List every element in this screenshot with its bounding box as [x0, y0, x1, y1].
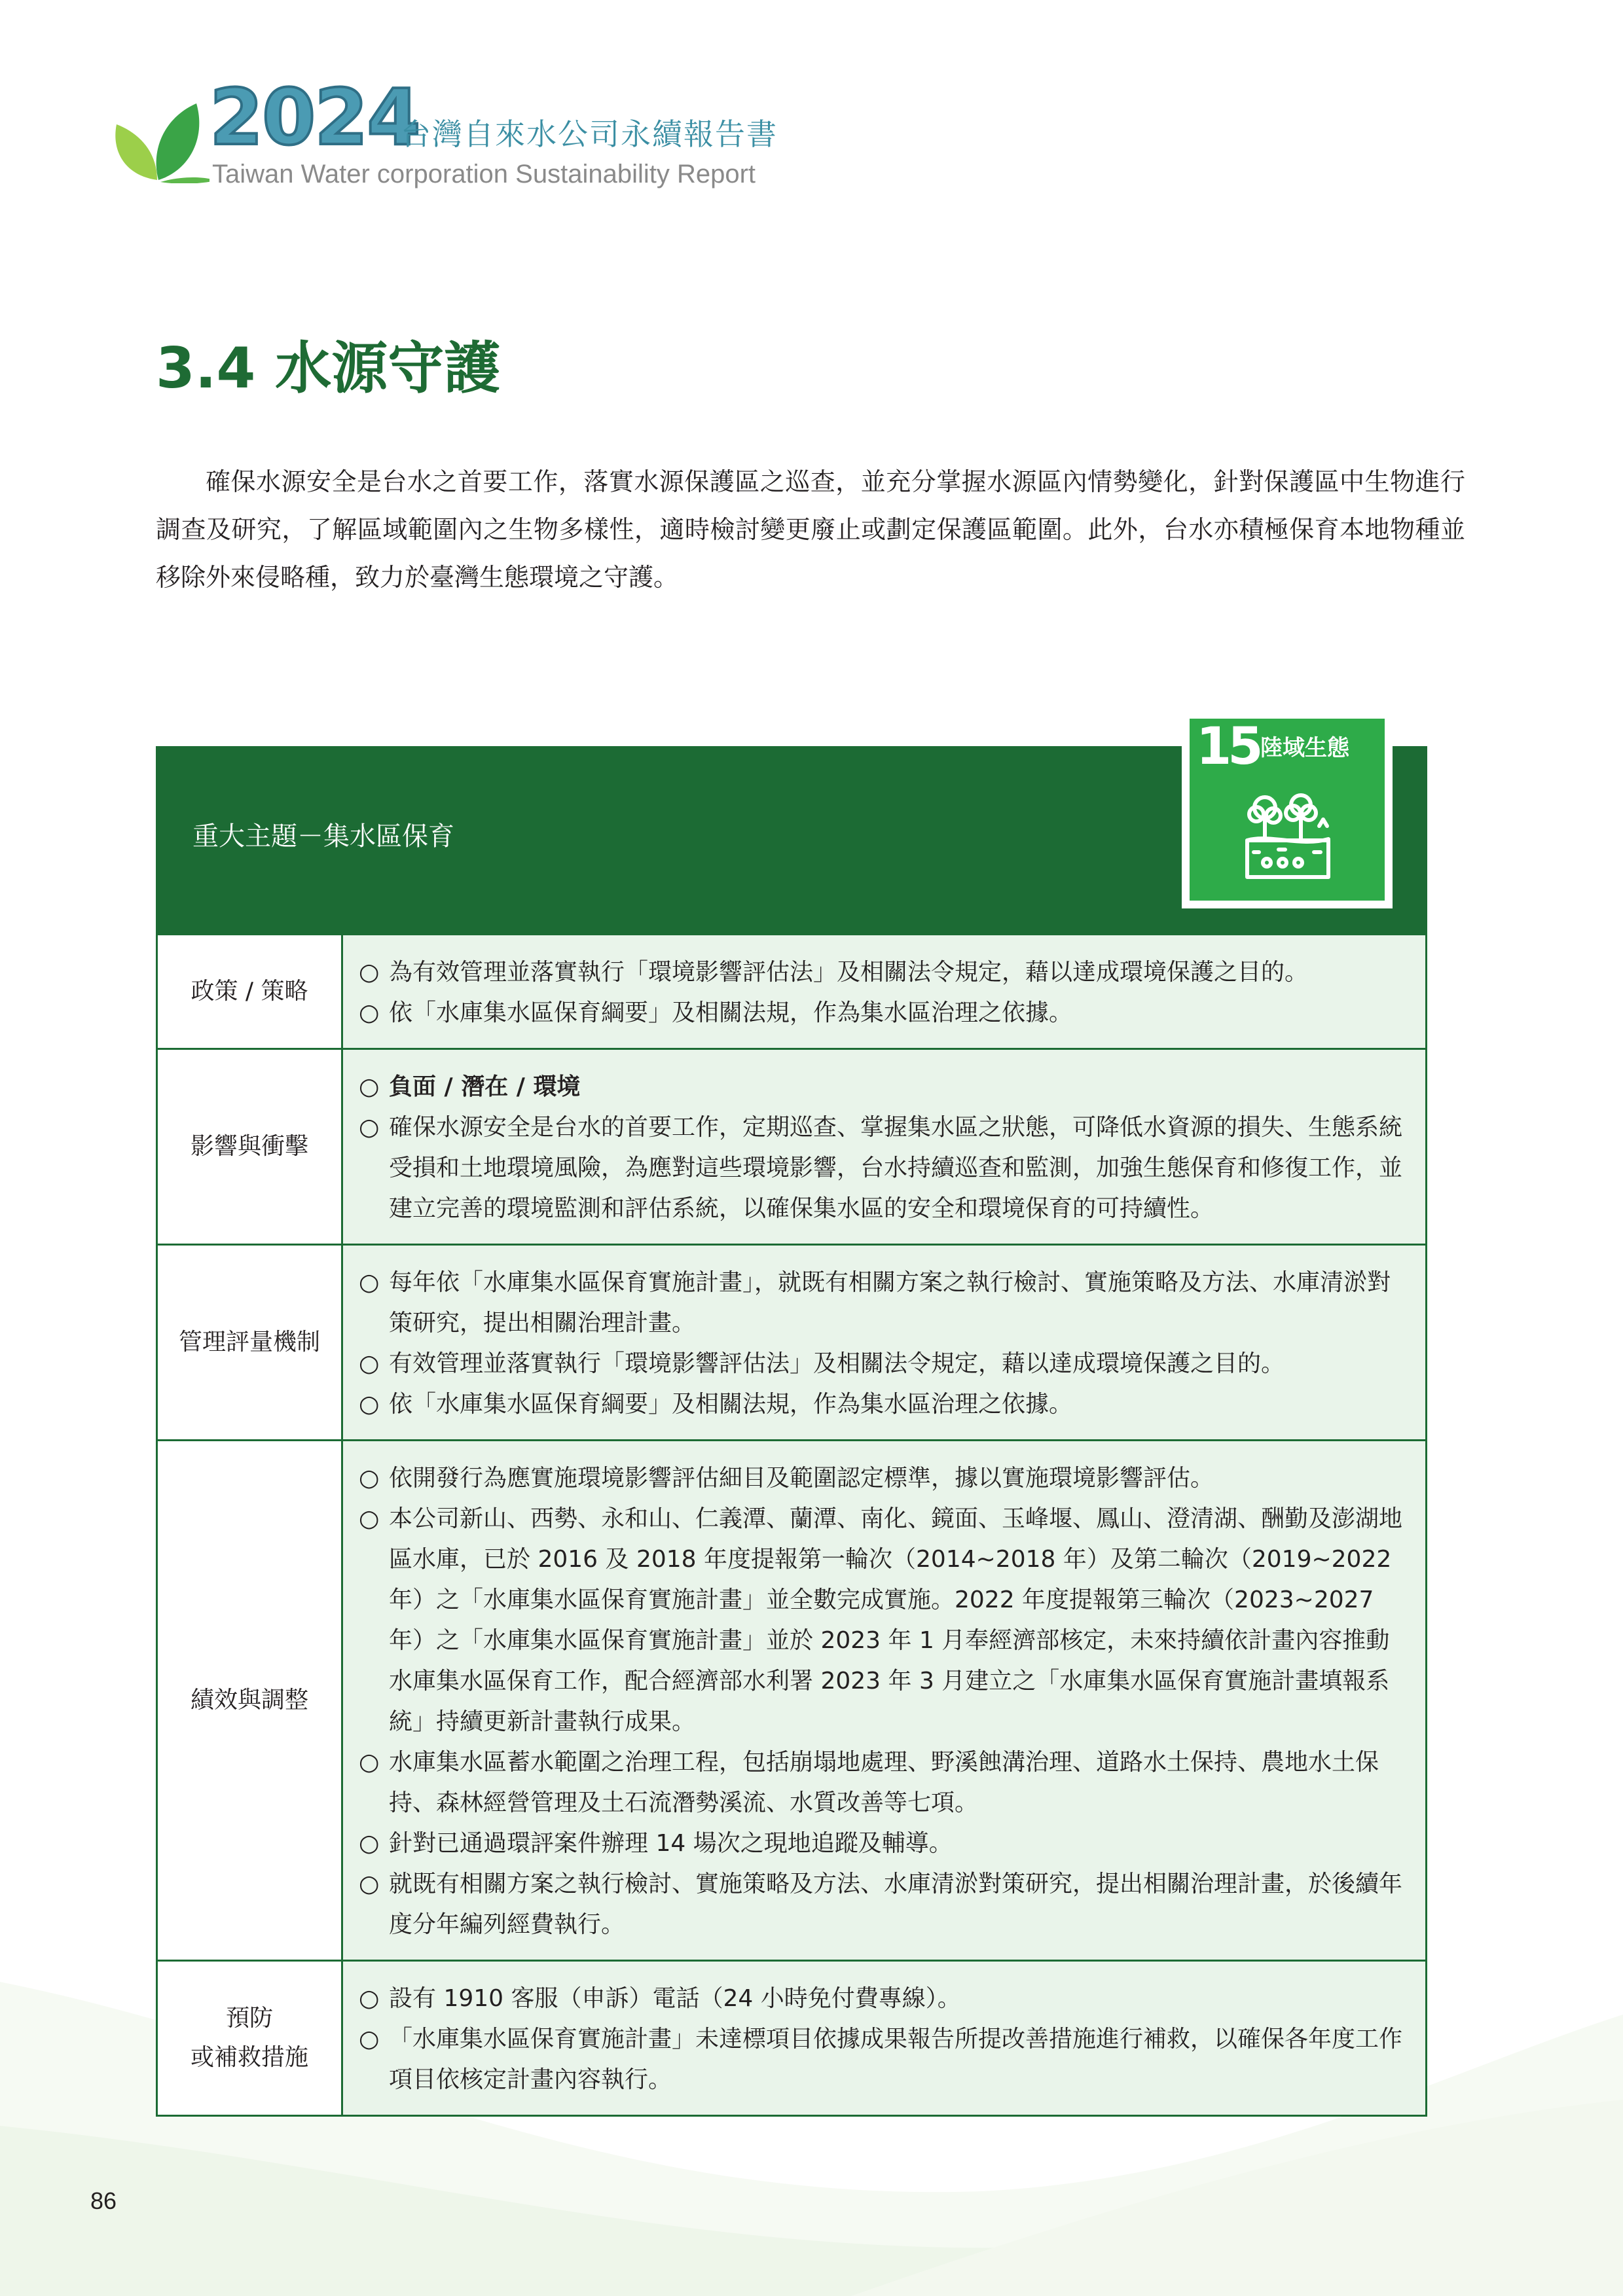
list-item [359, 1067, 1411, 1107]
bullet-circle-icon: ○ [359, 1465, 380, 1492]
section-intro: 確保水源安全是台水之首要工作，落實水源保護區之巡查，並充分掌握水源區內情勢變化，針對保護區中生物進行調查及研究，了解區域範圍內之生物多樣性，適時檢討變更廢止或劃定保護區範圍。此外，台水亦積極保育本地物種並移除外來侵略種，致力於臺灣生態環境之守護。 [156, 467, 1465, 592]
row-label [157, 1441, 342, 1961]
topic-table-body [156, 933, 1427, 2117]
row-label-line: 影響與衝擊 [190, 1133, 308, 1160]
table-row [157, 1961, 1427, 2116]
leaf-logo-icon [111, 98, 210, 183]
list-item [359, 1742, 1411, 1823]
life-on-land-icon [1242, 789, 1334, 881]
row-content [342, 935, 1427, 1049]
page-number: 86 [90, 2187, 117, 2214]
list-item-text: 就既有相關方案之執行檢討、實施策略及方法、水庫清淤對策研究，提出相關治理計畫，於後續年度分年編列經費執行。 [389, 1871, 1403, 1938]
table-row [157, 1441, 1427, 1961]
bullet-circle-icon: ○ [359, 1350, 380, 1377]
list-item-text: 有效管理並落實執行「環境影響評估法」及相關法令規定，藉以達成環境保護之目的。 [389, 1350, 1285, 1377]
section-title: 3.4 水源守護 [156, 336, 501, 401]
list-item [359, 1344, 1411, 1384]
list-item [359, 2019, 1411, 2100]
list-item-text: 水庫集水區蓄水範圍之治理工程，包括崩塌地處理、野溪蝕溝治理、道路水土保持、農地水土保持、森林經營管理及土石流潛勢溪流、水質改善等七項。 [389, 1749, 1379, 1816]
bullet-circle-icon: ○ [359, 1505, 380, 1532]
table-row [157, 935, 1427, 1049]
list-item-text: 依開發行為應實施環境影響評估細目及範圍認定標準，據以實施環境影響評估。 [389, 1465, 1214, 1492]
list-item-text: 設有 1910 客服（申訴）電話（24 小時免付費專線）。 [389, 1985, 961, 2012]
list-item-text: 針對已通過環評案件辦理 14 場次之現地追蹤及輔導。 [389, 1830, 953, 1857]
bullet-circle-icon: ○ [359, 999, 380, 1026]
row-label-line: 或補救措施 [190, 2044, 308, 2071]
bullet-circle-icon: ○ [359, 1391, 380, 1418]
bullet-circle-icon: ○ [359, 1114, 380, 1141]
row-label [157, 1245, 342, 1441]
list-item-text: 為有效管理並落實執行「環境影響評估法」及相關法令規定，藉以達成環境保護之目的。 [389, 959, 1309, 986]
row-label-line: 管理評量機制 [178, 1329, 320, 1355]
list-item [359, 952, 1411, 993]
row-content [342, 1049, 1427, 1245]
list-item [359, 1263, 1411, 1344]
list-item-text: 依「水庫集水區保育綱要」及相關法規，作為集水區治理之依據。 [389, 999, 1073, 1026]
material-topic-table [156, 717, 1427, 2117]
list-item [359, 1107, 1411, 1229]
row-label-line: 政策 / 策略 [191, 978, 308, 1005]
bullet-circle-icon: ○ [359, 2026, 380, 2053]
list-item [359, 1384, 1411, 1425]
row-label-line: 預防 [225, 2005, 273, 2032]
list-item [359, 1864, 1411, 1945]
row-content [342, 1245, 1427, 1441]
report-title-cn: 台灣自來水公司永續報告書 [401, 117, 778, 152]
bullet-circle-icon: ○ [359, 1269, 380, 1296]
row-content [342, 1441, 1427, 1961]
report-year: 2024 [210, 72, 420, 162]
list-item-text: 依「水庫集水區保育綱要」及相關法規，作為集水區治理之依據。 [389, 1391, 1073, 1418]
row-label [157, 935, 342, 1049]
list-item-text: 「水庫集水區保育實施計畫」未達標項目依據成果報告所提改善措施進行補救，以確保各年度工作項目依核定計畫內容執行。 [389, 2026, 1403, 2093]
list-item [359, 1499, 1411, 1742]
table-row [157, 1049, 1427, 1245]
list-item [359, 993, 1411, 1033]
sdg-name: 陸域生態 [1260, 735, 1349, 761]
bullet-circle-icon: ○ [359, 1830, 380, 1857]
list-item-text: 每年依「水庫集水區保育實施計畫」，就既有相關方案之執行檢討、實施策略及方法、水庫清淤對策研究，提出相關治理計畫。 [389, 1269, 1391, 1336]
row-label [157, 1961, 342, 2116]
bullet-circle-icon: ○ [359, 1073, 380, 1100]
bullet-circle-icon: ○ [359, 1985, 380, 2012]
sdg-tile [1190, 719, 1385, 901]
table-header-label: 重大主題－集水區保育 [192, 821, 454, 852]
list-item [359, 1979, 1411, 2019]
row-label-line: 績效與調整 [190, 1687, 308, 1713]
bullet-circle-icon: ○ [359, 1871, 380, 1897]
sdg-number: 15 [1196, 717, 1260, 776]
list-item-text: 確保水源安全是台水的首要工作，定期巡查、掌握集水區之狀態，可降低水資源的損失、生態系統受損和土地環境風險，為應對這些環境影響，台水持續巡查和監測，加強生態保育和修復工作，並建立完善的環境監測和評估系統，以確保集水區的安全和環境保育的可持續性。 [389, 1114, 1403, 1222]
list-item [359, 1823, 1411, 1864]
row-content [342, 1961, 1427, 2116]
table-row [157, 1245, 1427, 1441]
row-label [157, 1049, 342, 1245]
report-header [111, 72, 897, 203]
sdg-badge [1182, 711, 1393, 908]
list-item-text: 負面 / 潛在 / 環境 [389, 1073, 581, 1100]
list-item-text: 本公司新山、西勢、永和山、仁義潭、蘭潭、南化、鏡面、玉峰堰、鳳山、澄清湖、酬勤及澎湖地區水庫，已於 2016 及 2018 年度提報第一輪次（2014~2018 年）及第二輪次（2019~2022 年）之「水庫集水區保育實施計畫」並全數完成實施。2022 年度提報第三輪次（2023~2027 年）之「水庫集水區保育實施計畫」並於 2023 年 1 月奉經濟部核定，未來持續依計畫內容推動水庫集水區保育工作，配合經濟部水利署 2023 年 3 月建立之「水庫集水區保育實施計畫填報系統」持續更新計畫執行成果。 [389, 1505, 1403, 1735]
table-header-bar [156, 717, 1427, 933]
bullet-circle-icon: ○ [359, 959, 380, 986]
list-item [359, 1458, 1411, 1499]
report-title-en: Taiwan Water corporation Sustainability Report [212, 160, 756, 188]
bullet-circle-icon: ○ [359, 1749, 380, 1776]
